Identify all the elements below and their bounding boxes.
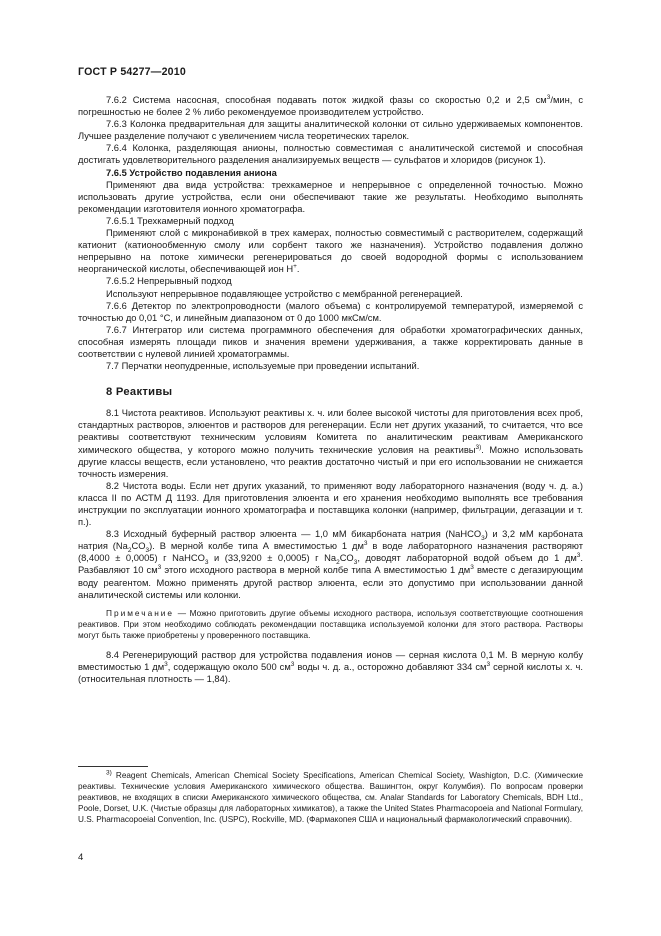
paragraph-7-6-5-text: Применяют два вида устройства: трехкамерное и непрерывное с определенной точностью. Можно использовать другие устройства, если они обеспечивают такие же результаты. Необходимо выполнять рекомендации изготовителя ионного хроматографа. — [78, 179, 583, 214]
paragraph-7-6-5-1-text: Применяют слой с микронабивкой в трех камерах, полностью совместимый с растворителем, содержащий катионит (катионообменную смолу или сорбент такого же назначения). Устройство подавления должно непрерывно на потоке химически регенерироваться до своей водородной формы с использованием неорганической кислоты, обеспечивающей ион Н+. — [78, 228, 583, 275]
subheading-7-6-5-1: 7.6.5.1 Трехкамерный подход — [106, 215, 234, 226]
paragraph-8-4: 8.4 Регенерирующий раствор для устройства подавления ионов — серная кислота 0,1 М. В мерную колбу вместимостью 1 $дм^3$, содержащую около 500 $см^3$ воды ч. д. а., осторожно добавляют 334 $см^3$ серной кислоты х. ч. (относительная плотность — 1,84). — [78, 649, 583, 684]
subheading-7-6-5-2: 7.6.5.2 Непрерывный подход — [106, 276, 232, 287]
note: Примечание — Можно приготовить другие объемы исходного раствора, используя соответствующие соотношения реактивов. При этом необходимо соблюдать рекомендации поставщика используемой колонки для этого раствора. Растворы могут быть также приобретены у проверенного поставщика. — [78, 607, 583, 640]
footnote: $^{3)}$ Reagent Chemicals, American Chemical Society Specifications, American Chemical Society, Washigton, D.C. (Химические реактивы. Технические условия Американского химического общества. Вашингтон, округ Колумбия). По вопросам проверки реактивов, не входящих в списки Американского химического общества, см. Analar Standards for Laboratory Chemicals, BDH Ltd., Poole, Dorset, U.K. (Чистые образцы для лабораторных химикатов), а также the United States Pharmacopoeia and National Formulary, U.S. Pharmacopoeial Convention, Inc. (USPC), Rockville, MD. (Фармакопея США и национальный фармакологический справочник). — [78, 769, 583, 824]
footnote-divider — [78, 766, 148, 767]
paragraph-8-3: 8.3 Исходный буферный раствор элюента — 1,0 мМ бикарбоната натрия (NaHCO$_3$) и 3,2 мМ карбоната натрия $(Na_2CO_3)$. В мерной колбе типа А вместимостью 1 $дм^3$ в воде лабораторного назначения растворяют (8,4000 ± 0,0005) г NaHCO$_3$ и (33,9200 ± 0,0005) г $Na_2CO_3$, доводят лабораторной водой объем до 1 $дм^3$. Разбавляют 10 $см^3$ этого исходного раствора в мерной колбе типа А вместимостью 1 $дм^3$ вместе с дегазирующим воду реагентом. Можно применять другой раствор элюента, если это допустимо при использовании данной аналитической системы или колонки. — [78, 529, 583, 600]
paragraph-7-6-7: 7.6.7 Интегратор или система программного обеспечения для обработки хроматографических данных, способная измерять площади пиков и значения времени удерживания, а также корректировать данные в соответствии с нулевой линией хроматограммы. — [78, 324, 583, 359]
page-header: ГОСТ Р 54277—2010 — [78, 66, 186, 78]
paragraph-7-6-6: 7.6.6 Детектор по электропроводности (малого объема) с контролируемой температурой, измеряемой с точностью до 0,01 °С, и линейным диапазоном от 0 до 1000 мкСм/см. — [78, 300, 583, 323]
paragraph-8-1: 8.1 Чистота реактивов. Используют реактивы х. ч. или более высокой чистоты для приготовления всех проб, стандартных растворов, элюентов и растворов для регенерации. Если нет других указаний, то считается, что все реактивы соответствуют техническим условиям Комитета по аналитическим реактивам Американского химического общества, у которого можно получить технические условия на реактивы$^{3)}$. Можно использовать другие классы веществ, если установлено, что реактив достаточно чистый и при его использовании не снижается точность измерения. — [78, 408, 583, 479]
page-content — [78, 94, 583, 685]
paragraph-7-6-5-2-text: Используют непрерывное подавляющее устройство с мембранной регенерацией. — [106, 288, 463, 299]
note-label: Примечание — [106, 607, 175, 618]
section-heading-8: 8 Реактивы — [106, 386, 173, 399]
paragraph-7-6-2: 7.6.2 Система насосная, способная подавать поток жидкой фазы со скоростью 0,2 и 2,5 $см^3$/мин, с погрешностью не более 2 % либо рекомендуемое производителем устройство. — [78, 93, 583, 118]
page-number: 4 — [78, 852, 84, 863]
footnote-marker: 3) — [106, 769, 112, 777]
paragraph-7-7: 7.7 Перчатки неопудренные, используемые при проведении испытаний. — [106, 361, 420, 372]
subheading-7-6-5: 7.6.5 Устройство подавления аниона — [106, 167, 277, 178]
footnote-reference: 3) — [475, 443, 482, 451]
paragraph-7-6-4: 7.6.4 Колонка, разделяющая анионы, полностью совместимая с аналитической системой и способная достигать удовлетворительного разделения анализируемых веществ — сульфатов и хлоридов (рисунок 1). — [78, 143, 583, 166]
paragraph-7-6-3: 7.6.3 Колонка предварительная для защиты аналитической колонки от сильно удерживаемых компонентов. Лучшее разделение получают с увеличением числа теоретических тарелок. — [78, 119, 583, 142]
paragraph-8-2: 8.2 Чистота воды. Если нет других указаний, то применяют воду лабораторного назначения (воду ч. д. а.) класса II по АСТМ Д 1193. Для приготовления элюента и его хранения необходимо выполнять все требования инструкции по эксплуатации ионного хроматографа и поставщика колонки (например, фильтрации, дегазации и т. п.). — [78, 480, 583, 528]
